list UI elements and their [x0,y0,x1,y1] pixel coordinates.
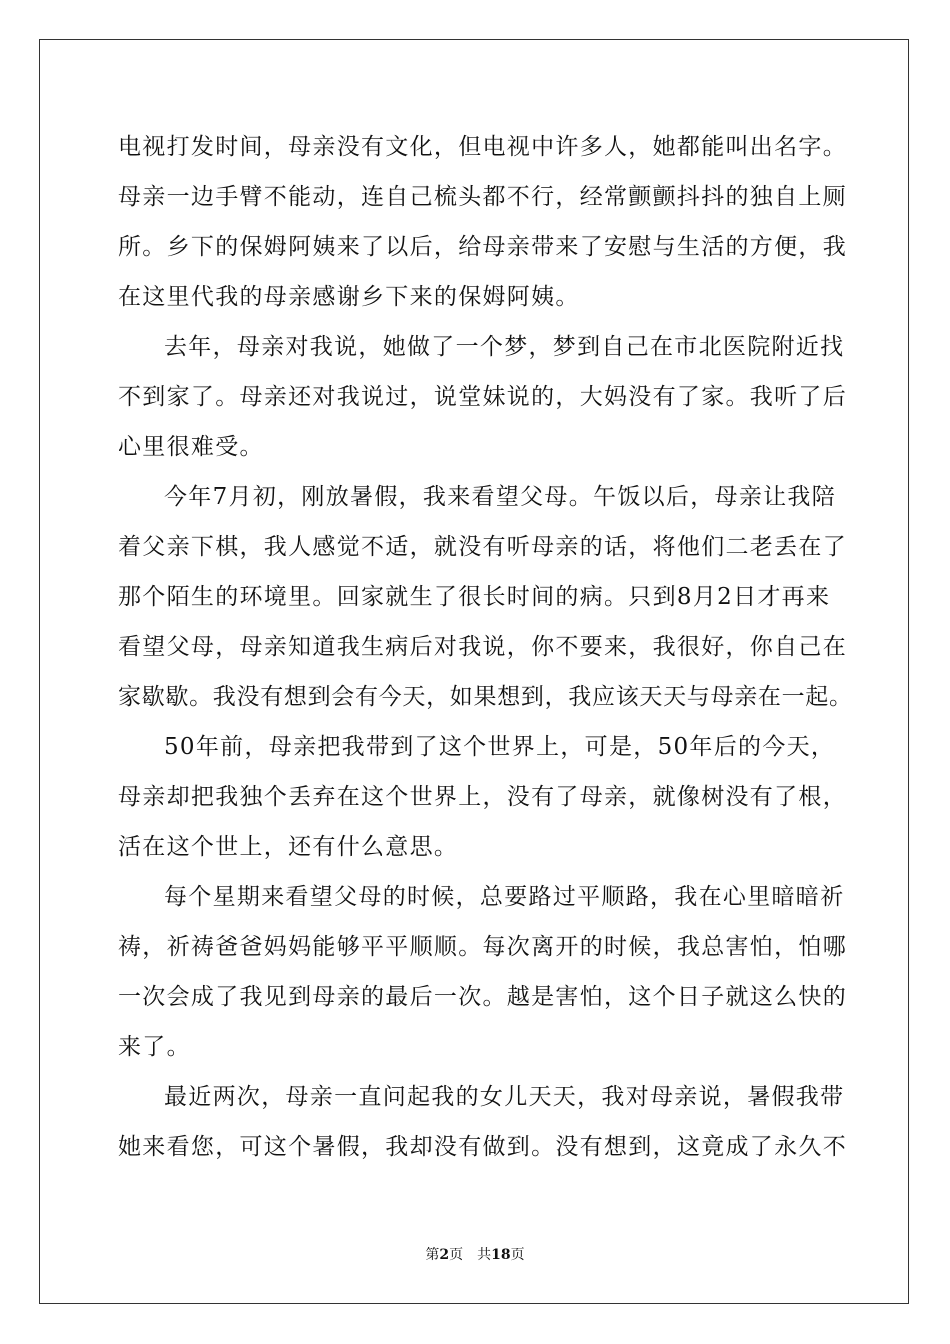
text-line: 看望父母，母亲知道我生病后对我说，你不要来，我很好，你自己在 [118,634,847,660]
page-footer [0,1244,950,1264]
text-line: 家歇歇。我没有想到会有今天，如果想到，我应该天天与母亲在一起。 [118,684,853,710]
paragraph-start-line: 每个星期来看望父母的时候，总要路过平顺路，我在心里暗暗祈 [164,884,845,910]
text-line: 母亲却把我独个丢弃在这个世界上，没有了母亲，就像树没有了根， [118,784,847,810]
text-line: 祷，祈祷爸爸妈妈能够平平顺顺。每次离开的时候，我总害怕，怕哪 [118,934,847,960]
text-line: 电视打发时间，母亲没有文化，但电视中许多人，她都能叫出名字。 [118,134,847,160]
total-prefix: 共 [477,1247,492,1263]
text-line: 来了。 [118,1034,191,1060]
text-line: 在这里代我的母亲感谢乡下来的保姆阿姨。 [118,284,580,310]
text-line: 不到家了。母亲还对我说过，说堂妹说的，大妈没有了家。我听了后 [118,384,847,410]
text-line: 一次会成了我见到母亲的最后一次。越是害怕，这个日子就这么快的 [118,984,847,1010]
page-suffix: 页 [449,1247,464,1263]
paragraph-start-line: 去年，母亲对我说，她做了一个梦，梦到自己在市北医院附近找 [164,334,845,360]
page-prefix: 第 [425,1247,440,1263]
paragraph-start-line: 最近两次，母亲一直问起我的女儿天天，我对母亲说，暑假我带 [164,1084,845,1110]
text-line: 她来看您，可这个暑假，我却没有做到。没有想到，这竟成了永久不 [118,1134,847,1160]
text-line: 母亲一边手臂不能动，连自己梳头都不行，经常颤颤抖抖的独自上厕 [118,184,847,210]
total-pages: 18 [491,1247,511,1263]
text-line: 所。乡下的保姆阿姨来了以后，给母亲带来了安慰与生活的方便，我 [118,234,847,260]
text-line: 活在这个世上，还有什么意思。 [118,834,459,860]
total-suffix: 页 [510,1247,525,1263]
text-line: 着父亲下棋，我人感觉不适，就没有听母亲的话，将他们二老丢在了 [118,534,847,560]
text-line: 那个陌生的环境里。回家就生了很长时间的病。只到8月2日才再来 [118,584,831,610]
page-number: 2 [439,1247,450,1263]
paragraph-start-line: 50年前，母亲把我带到了这个世界上，可是，50年后的今天， [164,734,836,760]
text-line: 心里很难受。 [118,434,264,460]
paragraph-start-line: 今年7月初，刚放暑假，我来看望父母。午饭以后，母亲让我陪 [164,484,837,510]
